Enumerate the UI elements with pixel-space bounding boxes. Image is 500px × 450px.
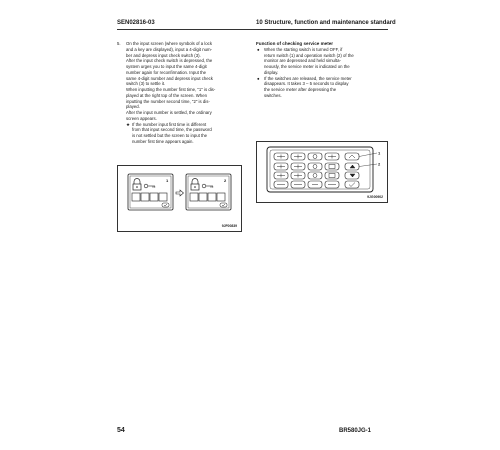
- left-column: [117, 41, 241, 145]
- bullet-line: switches.: [264, 92, 282, 98]
- screen1-counter: 1: [166, 178, 169, 183]
- monitor-switch-figure: [256, 141, 388, 203]
- bullet-line: When the starting switch is turned OFF, if: [264, 46, 343, 52]
- arrow-right-icon: [176, 190, 184, 196]
- step-line: system urges you to input the same 4-digit: [126, 64, 207, 69]
- monitor-panel-illustration: [257, 142, 388, 203]
- section-title: 10 Structure, function and maintenance standard: [256, 20, 396, 26]
- doc-code: SEN02816-03: [117, 20, 155, 26]
- note-line: If the number input first time is different: [132, 121, 207, 127]
- step-number: 5.: [117, 41, 121, 46]
- bullet-item: [256, 47, 388, 76]
- step-line: same 4-digit number and depress input check: [126, 75, 213, 81]
- bullet-line: neously, the service meter is indicated on the: [264, 64, 350, 69]
- bullet-line: the service meter after depressing the: [264, 87, 337, 92]
- figure-id: 9JF00839: [221, 224, 237, 228]
- callout-label-1: 1: [378, 150, 381, 156]
- model-code: BR580JG-1: [339, 428, 372, 434]
- step-line: number again for reconfirmation. Input the: [126, 69, 207, 75]
- step-line: inputting the number second time, "2" is dis-: [126, 98, 210, 104]
- step-5: [117, 41, 241, 122]
- step-line: screen appears.: [126, 115, 157, 121]
- password-screens-illustration: [118, 166, 242, 232]
- note-line: number first time appears again.: [132, 138, 194, 144]
- step-line: played.: [126, 104, 140, 110]
- step-line: and a key are displayed), input a 4-digit num-: [126, 46, 212, 52]
- note-line: is not settled but the screen to input the: [132, 133, 208, 138]
- step-line: switch (3) to settle it.: [126, 81, 166, 87]
- password-input-figure: [117, 165, 242, 232]
- step-line: After the input check switch is depressed, the: [126, 58, 213, 64]
- step-line: ber and depress input check switch (3).: [126, 52, 201, 58]
- bullet-line: disappears. It takes 3 – 5 seconds to display: [264, 81, 349, 87]
- callout-label-2: 2: [378, 161, 381, 167]
- step-line: On the input screen (where symbols of a lock: [126, 41, 212, 46]
- figure-id: 9JG00902: [367, 195, 383, 199]
- note-star-icon: ★: [126, 121, 130, 127]
- bullet-line: If the switches are released, the service meter: [264, 75, 352, 81]
- note: [126, 122, 241, 145]
- bullet-item: [256, 76, 388, 99]
- page-number: 54: [117, 427, 125, 434]
- note-line: from that input second time, the password: [132, 127, 212, 133]
- right-column: [256, 41, 388, 99]
- step-line: After the input number is settled, the ordinary: [126, 110, 212, 115]
- bullet-dot-icon: ●: [257, 46, 260, 52]
- step-line: When inputting the number first time, "1" is dis-: [126, 87, 216, 92]
- section-heading: Function of checking service meter: [256, 41, 334, 46]
- bullet-line: monitor are depressed and held simulta-: [264, 58, 341, 64]
- header-rule: [117, 29, 388, 30]
- step-line: played at the right top of the screen. When: [126, 92, 207, 98]
- screen-first-input: [128, 174, 173, 210]
- bullet-line: display.: [264, 69, 279, 75]
- screen-second-input: [186, 174, 231, 210]
- screen2-counter: 2: [224, 178, 227, 183]
- bullet-dot-icon: ●: [257, 75, 260, 81]
- bullet-line: return switch (1) and operation switch (2) of the: [264, 52, 354, 58]
